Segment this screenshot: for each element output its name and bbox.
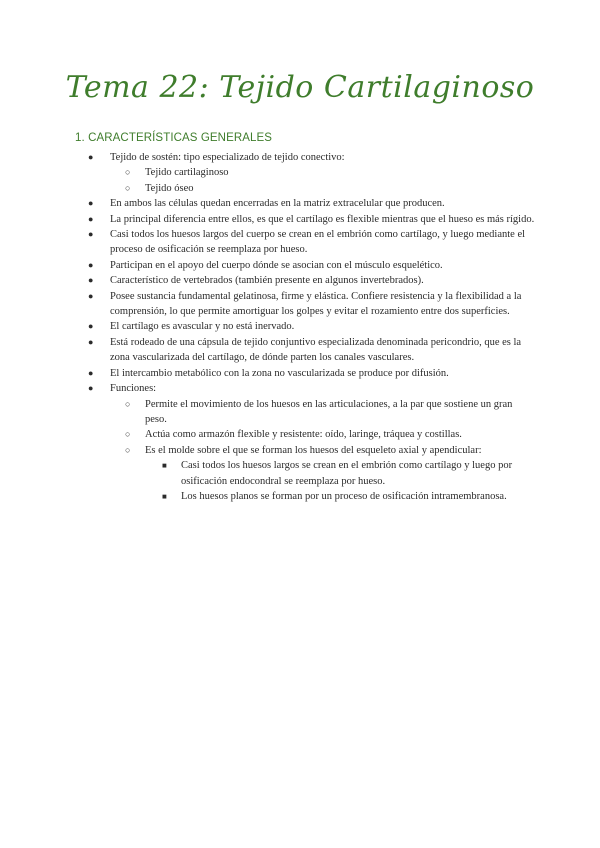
list-item-text: Tejido cartilaginoso — [145, 167, 229, 179]
list-item-text: Los huesos planos se forman por un proceso de osificación intramembranosa. — [181, 490, 507, 502]
list-item-text: La principal diferencia entre ellos, es que el cartílago es flexible mientras que el hueso es más rígido. — [110, 213, 535, 225]
list-item — [125, 165, 515, 180]
list-item — [88, 289, 535, 320]
list-item-text: Está rodeado de una cápsula de tejido conjuntivo especializada denominada pericondrio, que es la zona vascularizada del cartílago, de dónde parten los canales vasculares. — [110, 336, 522, 364]
list-item — [88, 227, 535, 258]
list-item — [162, 489, 521, 504]
list-item-text: Tejido óseo — [145, 182, 194, 194]
list-item — [88, 150, 535, 165]
list-item-text: Posee sustancia fundamental gelatinosa, firme y elástica. Confiere resistencia y la flexibilidad a la comprensión, lo que permite amortiguar los golpes y evitar el rozamiento entre dos superficies. — [110, 290, 522, 318]
bullet-disc-icon: ● — [88, 275, 94, 286]
bullet-disc-icon: ● — [88, 259, 94, 270]
list-item — [88, 366, 535, 381]
bullet-square-icon: ■ — [162, 491, 167, 501]
list-item — [88, 273, 535, 288]
list-item-text: En ambos las células quedan encerradas en la matriz extracelular que producen. — [110, 198, 445, 210]
list-item-text: Casi todos los huesos largos del cuerpo se crean en el embrión como cartílago, y luego mediante el proceso de osificación se reemplaza por hueso. — [110, 229, 526, 256]
list-item-text: Actúa como armazón flexible y resistente: oído, laringe, tráquea y costillas. — [145, 429, 462, 441]
page-title: Tema 22: Tejido Cartilaginoso — [65, 70, 535, 105]
list-item — [162, 458, 521, 489]
bullet-disc-icon: ● — [88, 336, 94, 347]
bullet-disc-icon: ● — [88, 152, 94, 162]
list-item — [125, 427, 515, 442]
list-item-text: Participan en el apoyo del cuerpo dónde se asocian con el músculo esquelético. — [110, 259, 443, 271]
list-item-text: Funciones: — [110, 383, 157, 395]
bullet-circle-icon: ○ — [125, 182, 131, 193]
list-item — [125, 443, 515, 458]
bullet-disc-icon: ● — [88, 290, 94, 301]
list-item-text: El cartílago es avascular y no está inervado. — [110, 321, 295, 333]
list-item — [125, 181, 515, 196]
list-item-text: Permite el movimiento de los huesos en las articulaciones, a la par que sostiene un gran peso. — [145, 398, 513, 425]
bullet-disc-icon: ● — [88, 321, 94, 332]
bullet-list — [0, 150, 600, 504]
list-item — [125, 397, 515, 428]
list-item — [88, 381, 535, 396]
bullet-disc-icon: ● — [88, 198, 94, 209]
list-item-text: Casi todos los huesos largos se crean en el embrión como cartílago y luego por osificación endocondral se reemplaza por hueso. — [181, 460, 513, 487]
list-item — [88, 335, 535, 366]
bullet-circle-icon: ○ — [125, 444, 131, 455]
list-item — [88, 319, 535, 334]
list-item — [88, 258, 535, 273]
list-item-text: Característico de vertebrados (también presente en algunos invertebrados). — [110, 275, 424, 287]
bullet-circle-icon: ○ — [125, 398, 131, 409]
bullet-disc-icon: ● — [88, 383, 94, 394]
bullet-circle-icon: ○ — [125, 167, 131, 178]
list-item-text: Es el molde sobre el que se forman los huesos del esqueleto axial y apendicular: — [145, 444, 482, 456]
bullet-disc-icon: ● — [88, 213, 94, 224]
bullet-circle-icon: ○ — [125, 429, 131, 440]
list-item-text: Tejido de sostén: tipo especializado de tejido conectivo: — [110, 152, 345, 163]
list-item — [88, 196, 535, 211]
bullet-square-icon: ■ — [162, 461, 167, 471]
list-item — [88, 212, 535, 227]
list-item-text: El intercambio metabólico con la zona no vascularizada se produce por difusión. — [110, 367, 449, 379]
bullet-disc-icon: ● — [88, 367, 94, 378]
bullet-disc-icon: ● — [88, 229, 94, 240]
section-heading: 1. CARACTERÍSTICAS GENERALES — [75, 132, 273, 144]
